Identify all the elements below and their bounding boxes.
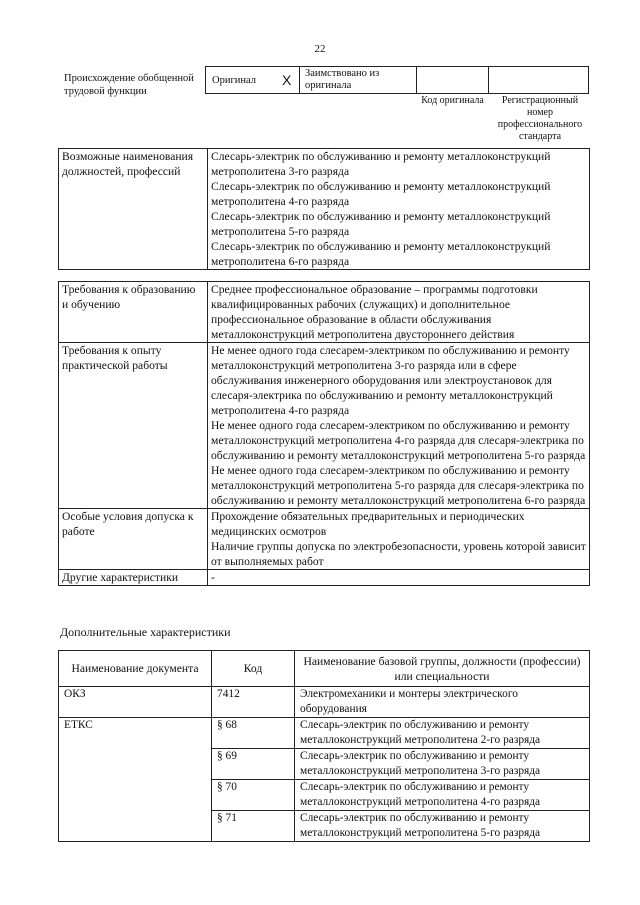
original-mark: X [282,72,292,88]
position-item: Слесарь-электрик по обслуживанию и ремонту металлоконструкций метрополитена 3-го разряда [211,150,551,178]
code-original-cell [416,66,489,94]
requirement-paragraph: Наличие группы допуска по электробезопасности, уровень которой зависит от выполняемых работ [211,540,586,568]
requirement-label: Требования к образованию и обучению [59,282,208,343]
additional-table [58,650,590,842]
requirement-label: Требования к опыту практической работы [59,343,208,509]
requirement-row-conditions [59,509,590,570]
requirement-value [208,509,590,570]
original-label: Оригинал [212,75,256,86]
requirement-value [208,343,590,509]
requirements-table [58,281,590,586]
requirement-label: Другие характеристики [59,570,208,586]
requirement-paragraph: Прохождение обязательных предварительных и периодических медицинских осмотров [211,510,525,538]
code-cell: § 70 [212,780,295,811]
table-row [59,718,590,749]
reg-number-cell [488,66,589,94]
additional-header-row [59,651,590,687]
requirement-paragraph: Среднее профессиональное образование – программы подготовки квалифицированных рабочих (служащих) и дополнительное профессиональное образование в области обслуживания металлоконструкций метрополитена двустороннего действия [211,283,538,341]
doc-cell: ОКЗ [59,687,212,718]
code-cell: § 69 [212,749,295,780]
name-cell: Слесарь-электрик по обслуживанию и ремонту металлоконструкций метрополитена 4-го разряда [295,780,590,811]
borrowed-label: Заимствовано из оригинала [305,68,380,91]
original-cell [205,66,300,94]
requirement-paragraph: Не менее одного года слесарем-электриком по обслуживанию и ремонту металлоконструкций метрополитена 4-го разряда для слесаря-электрика по обслуживанию и ремонту металлоконструкций метрополитена 5-го разряда [211,419,586,462]
position-item: Слесарь-электрик по обслуживанию и ремонту металлоконструкций метрополитена 5-го разряда [211,210,551,238]
positions-table [58,148,590,270]
position-item: Слесарь-электрик по обслуживанию и ремонту металлоконструкций метрополитена 6-го разряда [211,240,551,268]
requirement-row-education [59,282,590,343]
positions-list [208,149,590,270]
code-cell: 7412 [212,687,295,718]
code-cell: § 71 [212,811,295,842]
reg-number-caption: Регистрационный номер профессионального стандарта [497,95,583,142]
requirement-value [208,570,590,586]
name-cell: Слесарь-электрик по обслуживанию и ремонту металлоконструкций метрополитена 2-го разряда [295,718,590,749]
additional-title: Дополнительные характеристики [60,625,231,639]
requirement-value [208,282,590,343]
requirement-paragraph: Не менее одного года слесарем-электриком по обслуживанию и ремонту металлоконструкций метрополитена 5-го разряда для слесаря-электрика по обслуживанию и ремонту металлоконструкций метрополитена 6-го разряда [211,464,586,507]
header-doc: Наименование документа [59,651,212,687]
requirement-paragraph: - [211,571,215,584]
header-code: Код [212,651,295,687]
page-number: 22 [314,43,326,55]
requirement-row-experience [59,343,590,509]
position-item: Слесарь-электрик по обслуживанию и ремонту металлоконструкций метрополитена 4-го разряда [211,180,551,208]
name-cell: Слесарь-электрик по обслуживанию и ремонту металлоконструкций метрополитена 3-го разряда [295,749,590,780]
table-row [59,687,590,718]
name-cell: Электромеханики и монтеры электрического оборудования [295,687,590,718]
requirement-paragraph: Не менее одного года слесарем-электриком по обслуживанию и ремонту металлоконструкций метрополитена 3-го разряда или в сфере обслуживания инженерного оборудования или электроустановок для слесаря-электрика по обслуживанию и ремонту металлоконструкций метрополитена 4-го разряда [211,344,570,417]
code-original-caption: Код оригинала [421,95,484,106]
requirement-label: Особые условия допуска к работе [59,509,208,570]
requirement-row-other [59,570,590,586]
doc-cell: ЕТКС [59,718,212,842]
origin-label: Происхождение обобщенной трудовой функции [64,73,194,97]
positions-label: Возможные наименования должностей, профессий [59,149,208,270]
name-cell: Слесарь-электрик по обслуживанию и ремонту металлоконструкций метрополитена 5-го разряда [295,811,590,842]
borrowed-cell [299,66,417,94]
code-cell: § 68 [212,718,295,749]
header-name: Наименование базовой группы, должности (профессии) или специальности [295,651,590,687]
